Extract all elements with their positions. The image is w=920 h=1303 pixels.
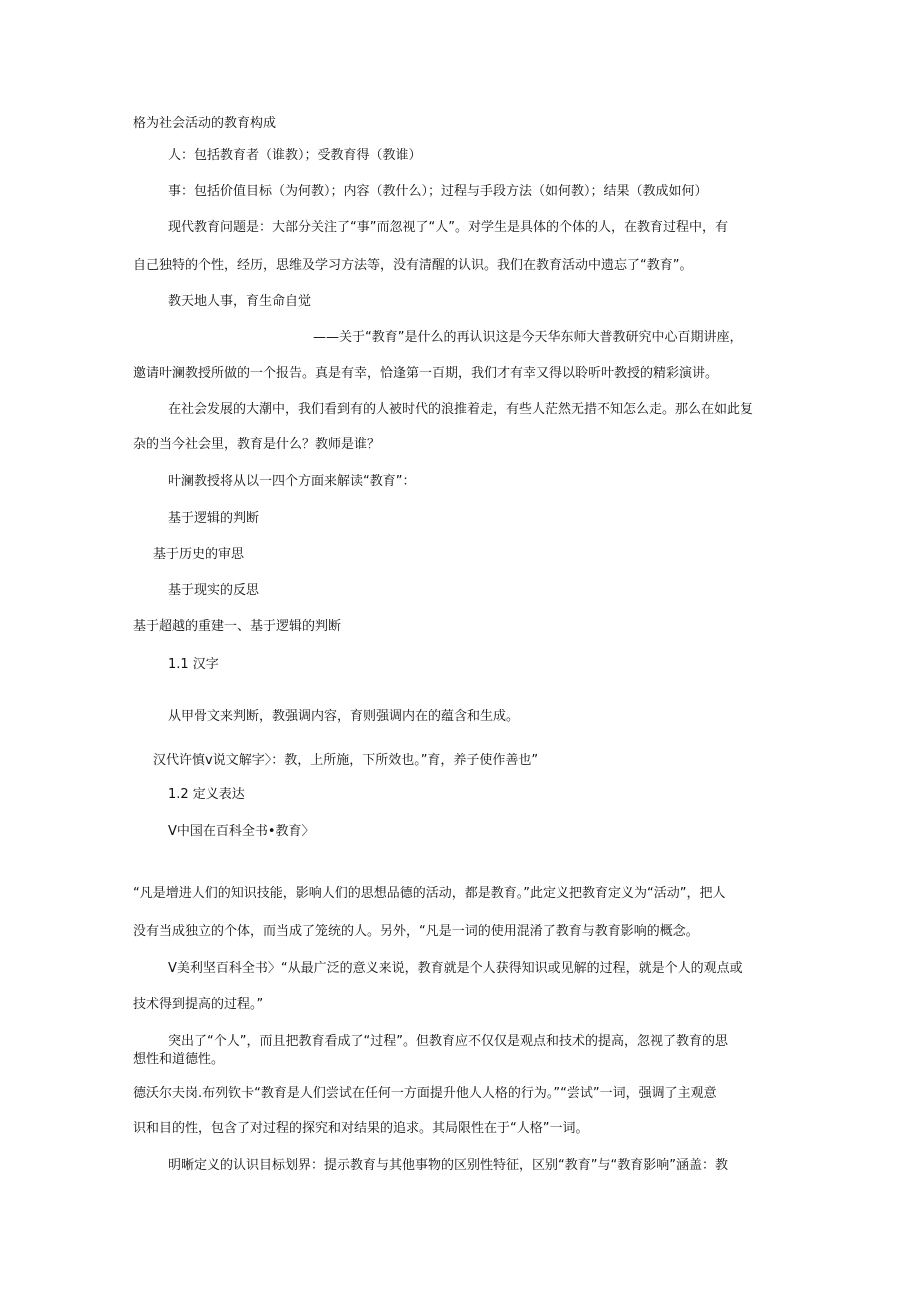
text-line: 突出了“个人”，而且把教育看成了“过程”。但教育应不仅仅是观点和技术的提高，忽视了教育的思 <box>168 1034 728 1049</box>
text-line: 叶澜教授将从以一四个方面来解读“教育”： <box>168 474 416 489</box>
text-line: ——关于“教育”是什么的再认识这是今天华东师大普教研究中心百期讲座， <box>313 330 743 345</box>
text-line: 杂的当今社会里，教育是什么？教师是谁？ <box>133 437 381 452</box>
text-line: “凡是增进人们的知识技能，影响人们的思想品德的活动，都是教育。”此定义把教育定义为“活动”，把人 <box>133 886 726 901</box>
text-line: 明晰定义的认识目标划界：提示教育与其他事物的区别性特征，区别“教育”与“教育影响”涵盖：教 <box>168 1158 728 1173</box>
text-line: 从甲骨文来判断，教强调内容，育则强调内在的蕴含和生成。 <box>168 709 520 724</box>
text-line: 汉代许慎v说文解字〉：教，上所施，下所效也。”育，养子使作善也” <box>153 753 539 768</box>
section-heading: 格为社会活动的教育构成 <box>133 116 277 131</box>
text-line: 事：包括价值目标（为何教）；内容（教什么）；过程与手段方法（如何教）；结果（教成如何） <box>168 184 708 199</box>
text-line: 识和目的性，包含了对过程的探究和对结果的追求。其局限性在于“人格”一词。 <box>133 1121 589 1136</box>
text-line: V美利坚百科全书〉“从最广泛的意义来说，教育就是个人获得知识或见解的过程，就是个人的观点或 <box>168 961 743 976</box>
subsection-heading: 1.2 定义表达 <box>168 787 245 802</box>
text-line: 没有当成独立的个体，而当成了笼统的人。另外，“凡是一词的使用混淆了教育与教育影响的概念。 <box>133 924 699 939</box>
list-item: 基于逻辑的判断 <box>168 511 260 526</box>
text-line: V中国在百科全书•教育〉 <box>168 824 315 839</box>
list-item: 基于历史的审思 <box>153 547 245 562</box>
text-line: 邀请叶澜教授所做的一个报告。真是有幸，恰逢第一百期，我们才有幸又得以聆听叶教授的精彩演讲。 <box>133 366 719 381</box>
text-line: 现代教育问题是：大部分关注了“事”而忽视了“人”。对学生是具体的个体的人，在教育过程中，有 <box>168 220 728 235</box>
list-item: 基于现实的反思 <box>168 583 260 598</box>
text-line: 自己独特的个性，经历，思维及学习方法等，没有清醒的认识。我们在教育活动中遗忘了“教育”。 <box>133 258 693 273</box>
text-line: 德沃尔夫岗.布列钦卡“教育是人们尝试在任何一方面提升他人人格的行为。”“尝试”一词，强调了主观意 <box>133 1086 717 1101</box>
text-line: 技术得到提高的过程。” <box>133 997 264 1012</box>
section-heading: 基于超越的重建一、基于逻辑的判断 <box>133 619 342 634</box>
text-line: 想性和道德性。 <box>133 1052 225 1067</box>
text-line: 人：包括教育者（谁教）；受教育得（教谁） <box>168 148 422 163</box>
subsection-heading: 1.1 汉字 <box>168 657 219 672</box>
text-line: 在社会发展的大潮中，我们看到有的人被时代的浪推着走，有些人茫然无措不知怎么走。那么在如此复 <box>168 402 754 417</box>
text-line: 教天地人事，育生命自觉 <box>168 294 312 309</box>
